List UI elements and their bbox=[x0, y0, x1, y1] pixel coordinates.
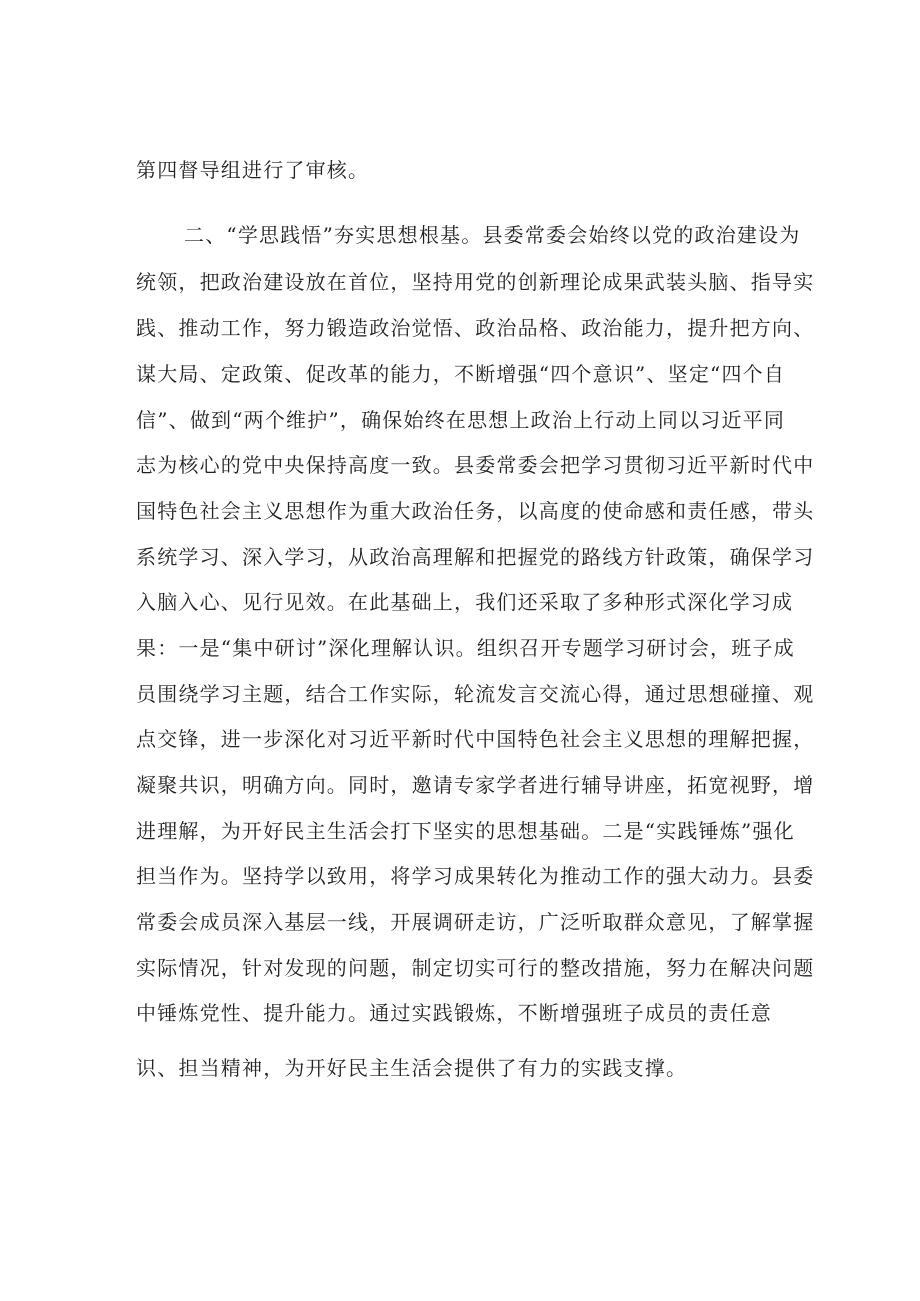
text-line: 信”、做到“两个维护”，确保始终在思想上政治上行动上同以习近平同 bbox=[136, 408, 786, 432]
text-line: 担当作为。坚持学以致用，将学习成果转化为推动工作的强大动力。县委 bbox=[136, 864, 815, 888]
text-line: 践、推动工作，努力锻造政治觉悟、政治品格、政治能力，提升把方向、 bbox=[136, 316, 815, 340]
text-line: 常委会成员深入基层一线，开展调研走访，广泛听取群众意见，了解掌握 bbox=[136, 910, 815, 934]
text-line: 入脑入心、见行见效。在此基础上，我们还采取了多种形式深化学习成 bbox=[136, 590, 794, 614]
text-line: 实际情况，针对发现的问题，制定切实可行的整改措施，努力在解决问题 bbox=[136, 956, 815, 980]
text-line: 凝聚共识，明确方向。同时，邀请专家学者进行辅导讲座，拓宽视野，增 bbox=[136, 773, 815, 797]
text-line: 国特色社会主义思想作为重大政治任务，以高度的使命感和责任感，带头 bbox=[136, 499, 815, 523]
text-line: 员围绕学习主题，结合工作实际，轮流发言交流心得，通过思想碰撞、观 bbox=[136, 682, 815, 706]
text-line: 进理解，为开好民主生活会打下坚实的思想基础。二是“实践锤炼”强化 bbox=[136, 819, 795, 843]
text-line: 谋大局、定政策、促改革的能力，不断增强“四个意识”、坚定“四个自 bbox=[136, 362, 786, 386]
text-line: 识、担当精神，为开好民主生活会提供了有力的实践支撑。 bbox=[136, 1056, 688, 1080]
text-line: 系统学习、深入学习，从政治高理解和把握党的路线方针政策，确保学习 bbox=[136, 545, 815, 569]
text-line: 统领，把政治建设放在首位，坚持用党的创新理论成果武装头脑、指导实 bbox=[136, 270, 815, 294]
text-line: 中锤炼党性、提升能力。通过实践锻炼，不断增强班子成员的责任意 bbox=[136, 1001, 772, 1025]
text-line: 果：一是“集中研讨”深化理解认识。组织召开专题学习研讨会，班子成 bbox=[136, 636, 795, 660]
section-heading-line: 二、“学思践悟”夯实思想根基。县委常委会始终以党的政治建设为 bbox=[184, 223, 801, 247]
text-line: 志为核心的党中央保持高度一致。县委常委会把学习贯彻习近平新时代中 bbox=[136, 453, 815, 477]
text-line: 点交锋，进一步深化对习近平新时代中国特色社会主义思想的理解把握， bbox=[136, 727, 815, 751]
text-line: 第四督导组进行了审核。 bbox=[136, 158, 370, 182]
